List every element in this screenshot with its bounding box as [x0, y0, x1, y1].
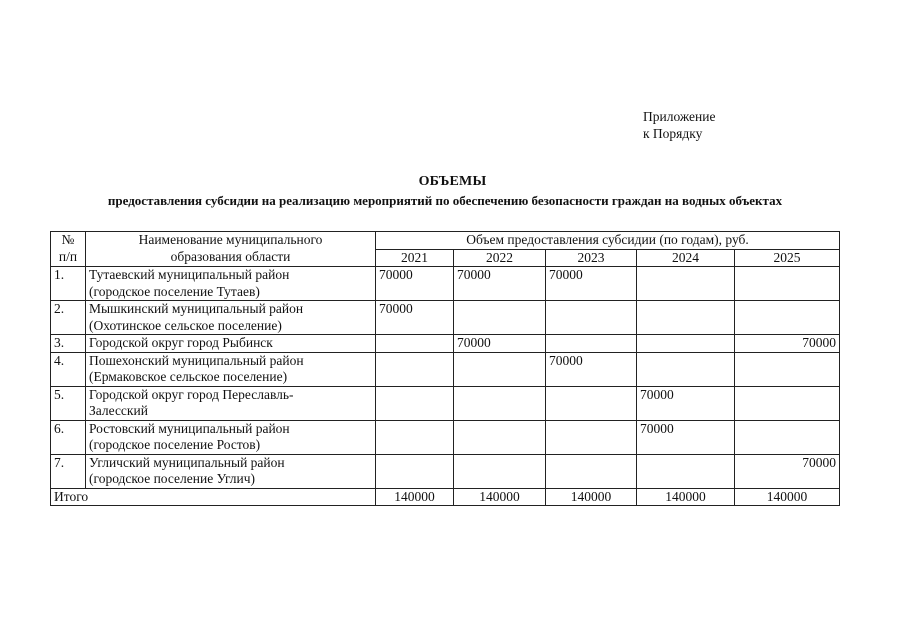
subsidy-table: [50, 231, 840, 506]
municipality-line-2: (городское поселение Углич): [89, 471, 256, 486]
row-value-2024: [637, 454, 735, 488]
row-value-2024: [637, 267, 735, 301]
appendix-note: [643, 108, 715, 142]
header-year-2025: 2025: [735, 250, 840, 267]
table-row: [51, 454, 840, 488]
table-row: [51, 386, 840, 420]
row-value-2023: [546, 420, 637, 454]
total-value-2023: 140000: [546, 488, 637, 506]
municipality-line-2: (городское поселение Тутаев): [89, 283, 260, 299]
municipality-line-1: Мышкинский муниципальный район: [89, 301, 304, 316]
row-number: 6.: [51, 420, 86, 454]
header-year-2022: 2022: [454, 250, 546, 267]
header-row-1: [51, 232, 840, 250]
row-value-2023: [546, 454, 637, 488]
municipality-line-1: Угличский муниципальный район: [89, 454, 285, 470]
row-value-2023: 70000: [546, 352, 637, 386]
municipality-line-1: Тутаевский муниципальный район: [89, 267, 290, 282]
row-value-2024: [637, 352, 735, 386]
row-value-2022: [454, 454, 546, 488]
row-value-2022: [454, 420, 546, 454]
header-name-line-1: Наименование муниципального: [138, 232, 323, 247]
header-number-line-2: п/п: [58, 248, 78, 264]
row-municipality: [86, 352, 376, 386]
total-value-2024: 140000: [637, 488, 735, 506]
table-row: [51, 420, 840, 454]
document-subtitle: предоставления субсидии на реализацию мероприятий по обеспечению безопасности граждан на водных объектах: [107, 193, 783, 208]
total-value-2022: 140000: [454, 488, 546, 506]
row-value-2021: [376, 352, 454, 386]
header-number: [51, 232, 86, 267]
municipality-line-1: Городской округ город Переславль-: [89, 386, 294, 402]
row-municipality: [86, 386, 376, 420]
header-year-2021: 2021: [376, 250, 454, 267]
table-body: [51, 232, 840, 506]
municipality-line-2: (городское поселение Ростов): [89, 437, 261, 452]
municipality-line-1: Пошехонский муниципальный район: [89, 352, 304, 368]
header-volume: Объем предоставления субсидии (по годам), руб.: [376, 232, 840, 250]
row-number: 1.: [51, 267, 86, 301]
total-label: Итого: [51, 488, 376, 506]
row-value-2023: [546, 335, 637, 353]
header-year-2023: 2023: [546, 250, 637, 267]
row-value-2022: [454, 301, 546, 335]
row-value-2024: [637, 335, 735, 353]
row-municipality: [86, 420, 376, 454]
row-value-2024: [637, 301, 735, 335]
municipality-line-2: (Охотинское сельское поселение): [89, 317, 282, 333]
table-row: [51, 301, 840, 335]
appendix-line-2: к Порядку: [643, 126, 703, 141]
row-value-2023: [546, 301, 637, 335]
row-value-2023: [546, 386, 637, 420]
row-number: 7.: [51, 454, 86, 488]
row-municipality: [86, 267, 376, 301]
table-row: [51, 352, 840, 386]
row-number: 3.: [51, 335, 86, 353]
row-municipality: [86, 335, 376, 353]
row-value-2021: [376, 386, 454, 420]
row-value-2025: [735, 420, 840, 454]
document-title: ОБЪЕМЫ: [418, 174, 487, 189]
row-municipality: [86, 301, 376, 335]
row-value-2023: 70000: [546, 267, 637, 301]
municipality-line-1: Городской округ город Рыбинск: [89, 335, 273, 350]
header-number-line-1: №: [61, 232, 75, 247]
row-number: 5.: [51, 386, 86, 420]
row-value-2022: [454, 386, 546, 420]
row-number: 4.: [51, 352, 86, 386]
row-value-2021: 70000: [376, 301, 454, 335]
municipality-line-1: Ростовский муниципальный район: [89, 420, 290, 436]
row-value-2021: [376, 420, 454, 454]
row-value-2022: 70000: [454, 335, 546, 353]
row-value-2021: 70000: [376, 267, 454, 301]
municipality-line-2: (Ермаковское сельское поселение): [89, 369, 288, 384]
row-number: 2.: [51, 301, 86, 335]
row-value-2022: [454, 352, 546, 386]
header-year-2024: 2024: [637, 250, 735, 267]
row-value-2021: [376, 335, 454, 353]
row-value-2024: 70000: [637, 386, 735, 420]
row-value-2022: 70000: [454, 267, 546, 301]
row-value-2025: 70000: [735, 335, 840, 353]
header-name: [86, 232, 376, 267]
table-row: [51, 267, 840, 301]
appendix-line-1: Приложение: [643, 109, 716, 124]
row-value-2021: [376, 454, 454, 488]
municipality-line-2: Залесский: [89, 403, 148, 418]
row-value-2024: 70000: [637, 420, 735, 454]
table-row: [51, 335, 840, 353]
row-value-2025: [735, 386, 840, 420]
total-value-2025: 140000: [735, 488, 840, 506]
total-row: [51, 488, 840, 506]
header-name-line-2: образования области: [170, 248, 291, 264]
row-value-2025: 70000: [735, 454, 840, 488]
row-municipality: [86, 454, 376, 488]
row-value-2025: [735, 301, 840, 335]
row-value-2025: [735, 352, 840, 386]
row-value-2025: [735, 267, 840, 301]
total-value-2021: 140000: [376, 488, 454, 506]
